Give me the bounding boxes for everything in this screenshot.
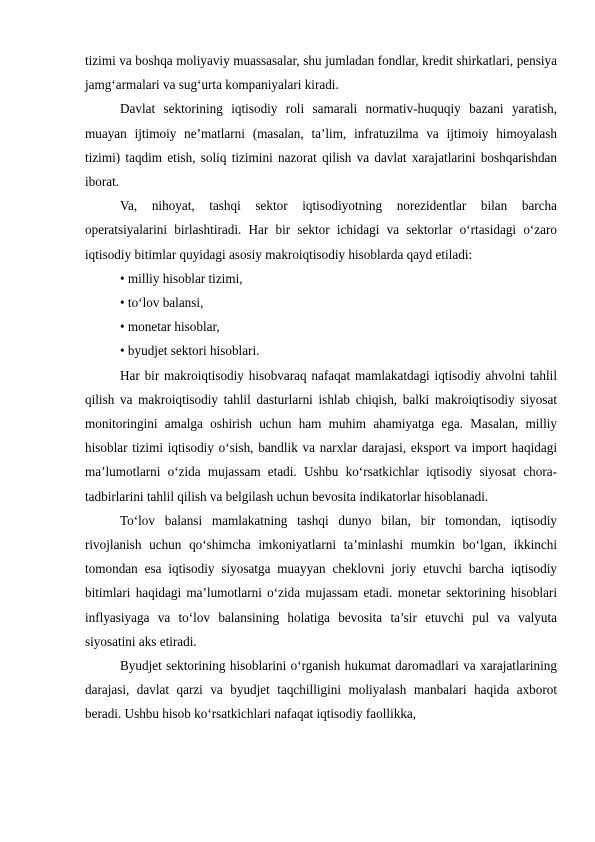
list-item-monetary-accounts: • monetar hisoblar, [120,319,220,335]
list-item-balance-of-payments: • to‘lov balansi, [120,295,204,311]
paragraph-external-sector: Va, nihoyat, tashqi sektor iqtisodiyotning norezidentlar bilan barcha operatsiyalarini birlashtiradi. Har bir sektor ichidagi va sektorlar o‘rtasidagi o‘zaro iqtisodiy bitimlar quyidagi asosiy makroiqtisodiy hisoblarda qayd etiladi: [85,198,557,262]
paragraph-budget-sector: Byudjet sektorining hisoblarini o‘rganish hukumat daromadlari va xarajatlarining darajasi, davlat qarzi va byudjet taqchilligini moliyalash manbalari haqida axborot beradi. Ushbu hisob ko‘rsatkichlari nafaqat iqtisodiy faollikka, [85,658,557,722]
paragraph-balance-of-payments: To‘lov balansi mamlakatning tashqi dunyo bilan, bir tomondan, iqtisodiy rivojlanish uchun qo‘shimcha imkoniyatlarni ta’minlashi mumkin bo‘lgan, ikkinchi tomondan esa iqtisodiy siyosatga muayyan cheklovni joriy etuvchi barcha iqtisodiy bitimlari haqidagi ma’lumotlarni o‘zida mujassam etadi. monetar sektorining hisoblari inflyasiyaga va to‘lov balansining holatiga bevosita ta’sir etuvchi pul va valyuta siyosatini aks etiradi. [85,512,557,649]
document-page [85,49,557,727]
paragraph-public-sector: Davlat sektorining iqtisodiy roli samarali normativ-huquqiy bazani yaratish, muayan ijtimoiy ne’matlarni (masalan, ta’lim, infratuzilma va ijtimoiy himoyalash tizimi) taqdim etish, soliq tizimini nazorat qilish va davlat xarajatlarini boshqarishdan iborat. [85,101,557,190]
paragraph-macro-accounts: Har bir makroiqtisodiy hisobvaraq nafaqat mamlakatdagi iqtisodiy ahvolni tahlil qilish va makroiqtisodiy tahlil dasturlarni ishlab chiqish, balki makroiqtisodiy siyosat monitoringini amalga oshirish uchun ham muhim ahamiyatga ega. Masalan, milliy hisoblar tizimi iqtisodiy o‘sish, bandlik va narxlar darajasi, eksport va import haqidagi ma’lumotlarni o‘zida mujassam etadi. Ushbu ko‘rsatkichlar iqtisodiy siyosat chora-tadbirlarini tahlil qilish va belgilash uchun bevosita indikatorlar hisoblanadi. [85,367,557,504]
list-item-national-accounts: • milliy hisoblar tizimi, [120,270,243,286]
paragraph-continuation: tizimi va boshqa moliyaviy muassasalar, shu jumladan fondlar, kredit shirkatlari, pensiya jamg‘armalari va sug‘urta kompaniyalari kiradi. [85,53,557,93]
list-item-budget-accounts: • byudjet sektori hisoblari. [120,343,260,359]
